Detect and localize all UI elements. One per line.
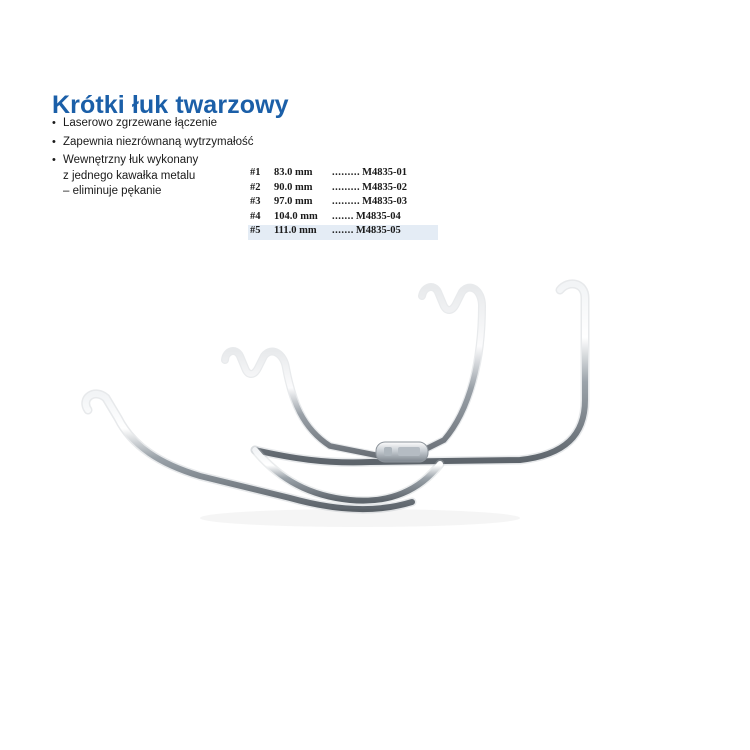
leader-dots: ......... bbox=[332, 181, 361, 193]
leader-dots: ....... bbox=[332, 225, 354, 237]
size-code: M4835-01 bbox=[362, 167, 408, 178]
size-number: #5 bbox=[250, 225, 261, 237]
page-title: Krótki łuk twarzowy bbox=[52, 90, 289, 119]
size-code: M4835-02 bbox=[362, 181, 408, 193]
size-length: 97.0 mm bbox=[274, 196, 313, 208]
size-code: M4835-05 bbox=[355, 225, 401, 237]
laser-weld-hub bbox=[376, 442, 428, 462]
bullet-icon: • bbox=[52, 117, 56, 129]
size-number: #4 bbox=[250, 210, 261, 222]
feature-text-line2: z jednego kawałka metalu bbox=[63, 169, 196, 182]
size-length: 83.0 mm bbox=[274, 167, 313, 178]
feature-text: Laserowo zgrzewane łączenie bbox=[63, 117, 218, 129]
size-table bbox=[248, 167, 438, 240]
list-item bbox=[52, 135, 282, 151]
size-length: 111.0 mm bbox=[274, 225, 317, 237]
table-row bbox=[248, 196, 438, 211]
facebow-illustration bbox=[40, 250, 680, 570]
bullet-icon: • bbox=[52, 154, 56, 166]
table-row bbox=[248, 225, 438, 240]
size-code: M4835-04 bbox=[355, 210, 401, 222]
size-length: 90.0 mm bbox=[274, 181, 313, 193]
size-number: #3 bbox=[250, 196, 261, 208]
facebow-product-photo bbox=[40, 250, 680, 570]
size-number: #2 bbox=[250, 181, 261, 193]
leader-dots: ......... bbox=[332, 167, 361, 178]
feature-text-line3: – eliminuje pękanie bbox=[63, 185, 162, 197]
feature-text: Wewnętrzny łuk wykonany bbox=[63, 154, 199, 166]
table-row bbox=[248, 182, 438, 197]
table-row bbox=[248, 211, 438, 226]
bullet-icon: • bbox=[52, 135, 56, 148]
feature-text: Zapewnia niezrównaną wytrzymałość bbox=[63, 135, 254, 148]
table-row bbox=[248, 167, 438, 182]
size-code: M4835-03 bbox=[362, 196, 408, 208]
size-number: #1 bbox=[250, 167, 261, 178]
size-length: 104.0 mm bbox=[274, 210, 318, 222]
leader-dots: ....... bbox=[332, 210, 354, 222]
list-item bbox=[52, 116, 282, 132]
leader-dots: ......... bbox=[332, 196, 361, 208]
